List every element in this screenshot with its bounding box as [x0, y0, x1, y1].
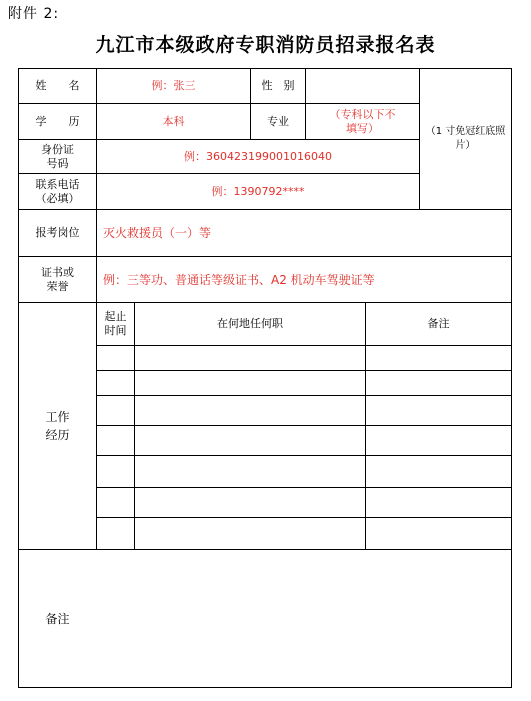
work-row-period[interactable]: [97, 456, 134, 487]
work-row-position[interactable]: [135, 426, 365, 455]
photo-placeholder[interactable]: （1 寸免冠红底照片）: [425, 126, 506, 151]
position-label: 报考岗位: [35, 226, 80, 239]
work-row-period[interactable]: [97, 488, 134, 517]
work-header-position: 在何地任何职: [217, 317, 283, 330]
work-row-remarks[interactable]: [366, 456, 511, 487]
work-row-remarks[interactable]: [366, 396, 511, 425]
work-row-position[interactable]: [135, 488, 365, 517]
major-field[interactable]: （专科以下不填写）: [329, 107, 396, 135]
work-row-position[interactable]: [135, 396, 365, 425]
remarks-field[interactable]: [97, 550, 511, 687]
registration-form: [18, 68, 512, 688]
work-row-period[interactable]: [97, 371, 134, 395]
gender-label: 性 别: [261, 79, 295, 92]
work-row-position[interactable]: [135, 346, 365, 370]
work-row-position[interactable]: [135, 518, 365, 549]
name-label: 姓 名: [35, 79, 80, 92]
id-number-label: 身份证号码: [41, 142, 74, 170]
work-row-period[interactable]: [97, 346, 134, 370]
work-experience-label: 工作经历: [45, 410, 70, 442]
education-label: 学 历: [35, 114, 80, 128]
attachment-label: 附件 2:: [8, 6, 60, 22]
work-row-remarks[interactable]: [366, 518, 511, 549]
certificates-label: 证书或荣誉: [41, 265, 74, 293]
work-row-remarks[interactable]: [366, 346, 511, 370]
work-row-period[interactable]: [97, 518, 134, 549]
work-row-position[interactable]: [135, 371, 365, 395]
major-label: 专业: [267, 114, 289, 128]
certificates-field[interactable]: 例：三等功、普通话等级证书、A2 机动车驾驶证等: [103, 272, 375, 287]
work-header-remarks: 备注: [427, 317, 450, 330]
phone-label: 联系电话（必填）: [35, 177, 80, 205]
education-field[interactable]: 本科: [162, 114, 185, 128]
work-row-remarks[interactable]: [366, 426, 511, 455]
remarks-label: 备注: [45, 611, 70, 626]
work-row-remarks[interactable]: [366, 488, 511, 517]
work-row-position[interactable]: [135, 456, 365, 487]
id-number-field[interactable]: 例：360423199001016040: [184, 149, 332, 163]
form-title: 九江市本级政府专职消防员招录报名表: [95, 34, 436, 56]
name-field[interactable]: 例：张三: [151, 79, 196, 92]
gender-field[interactable]: [306, 69, 419, 103]
position-field[interactable]: 灭火救援员（一）等: [103, 226, 212, 240]
work-header-period: 起止时间: [104, 310, 127, 337]
work-row-remarks[interactable]: [366, 371, 511, 395]
work-row-period[interactable]: [97, 426, 134, 455]
work-row-period[interactable]: [97, 396, 134, 425]
phone-field[interactable]: 例：1390792****: [211, 184, 305, 198]
